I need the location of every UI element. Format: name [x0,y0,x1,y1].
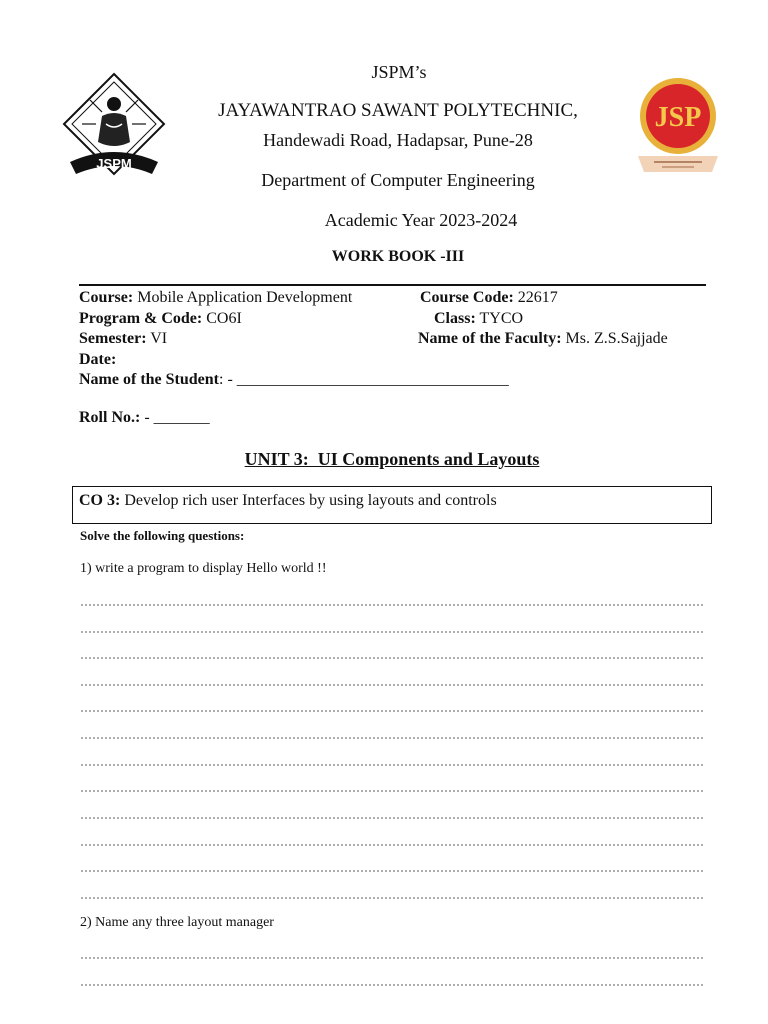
program-label: Program & Code: [79,310,203,327]
class-value: TYCO [475,310,524,327]
course-value: Mobile Application Development [133,289,353,306]
answer-line[interactable] [80,957,703,959]
roll-number-label: Roll No.: [79,409,141,426]
unit-title: UNIT 3: UI Components and Layouts [244,449,540,469]
answer-line[interactable] [80,790,703,792]
answer-line[interactable] [80,817,703,819]
class-label: Class: [434,310,476,327]
date-field [79,350,116,370]
course-outcome-value: Develop rich user Interfaces by using layouts and controls [120,492,497,509]
roll-number-field[interactable] [79,408,210,428]
answer-line[interactable] [80,604,703,606]
answer-line[interactable] [80,764,703,766]
faculty-label: Name of the Faculty: [418,330,562,347]
answer-line[interactable] [80,897,703,899]
student-name-field[interactable] [79,370,509,390]
semester-label: Semester: [79,330,147,347]
course-outcome-label: CO 3: [79,492,121,509]
answer-line[interactable] [80,737,703,739]
program-field [79,309,242,329]
date-label: Date: [79,351,117,368]
academic-year: Academic Year 2023-2024 [324,210,518,230]
question-1: 1) write a program to display Hello world !! [80,561,327,576]
institute-name: JAYAWANTRAO SAWANT POLYTECHNIC, [218,100,578,121]
answer-line[interactable] [80,710,703,712]
course-label: Course: [79,289,134,306]
answer-line[interactable] [80,657,703,659]
course-code-label: Course Code: [420,289,514,306]
course-outcome-box [72,486,712,524]
student-name-blank[interactable]: : - __________________________________ [219,371,509,388]
answer-line[interactable] [80,870,703,872]
answer-line[interactable] [80,844,703,846]
program-value: CO6I [202,310,242,327]
student-name-label: Name of the Student [79,371,219,388]
workbook-title: WORK BOOK -III [331,248,465,265]
course-code-field [420,288,558,308]
faculty-field [418,329,668,349]
course-outcome-text [79,491,497,511]
jspm-logo [60,70,168,182]
course-code-value: 22617 [513,289,558,306]
jsp-logo [632,76,724,178]
semester-field [79,329,167,349]
answer-line[interactable] [80,684,703,686]
course-field [79,288,352,308]
answer-line[interactable] [80,631,703,633]
institute-address: Handewadi Road, Hadapsar, Pune-28 [263,130,533,150]
header-divider [79,284,706,286]
question-2: 2) Name any three layout manager [80,915,274,930]
faculty-value: Ms. Z.S.Sajjade [561,330,668,347]
jsp-logo-text: JSP [654,102,702,133]
instructions: Solve the following questions: [80,528,245,543]
department-name: Department of Computer Engineering [261,170,535,190]
roll-number-blank[interactable]: - _______ [140,409,210,426]
jspm-logo-text: JSPM [96,156,132,171]
answer-line[interactable] [80,984,703,986]
class-field [434,309,523,329]
semester-value: VI [146,330,168,347]
org-name: JSPM’s [371,62,427,82]
